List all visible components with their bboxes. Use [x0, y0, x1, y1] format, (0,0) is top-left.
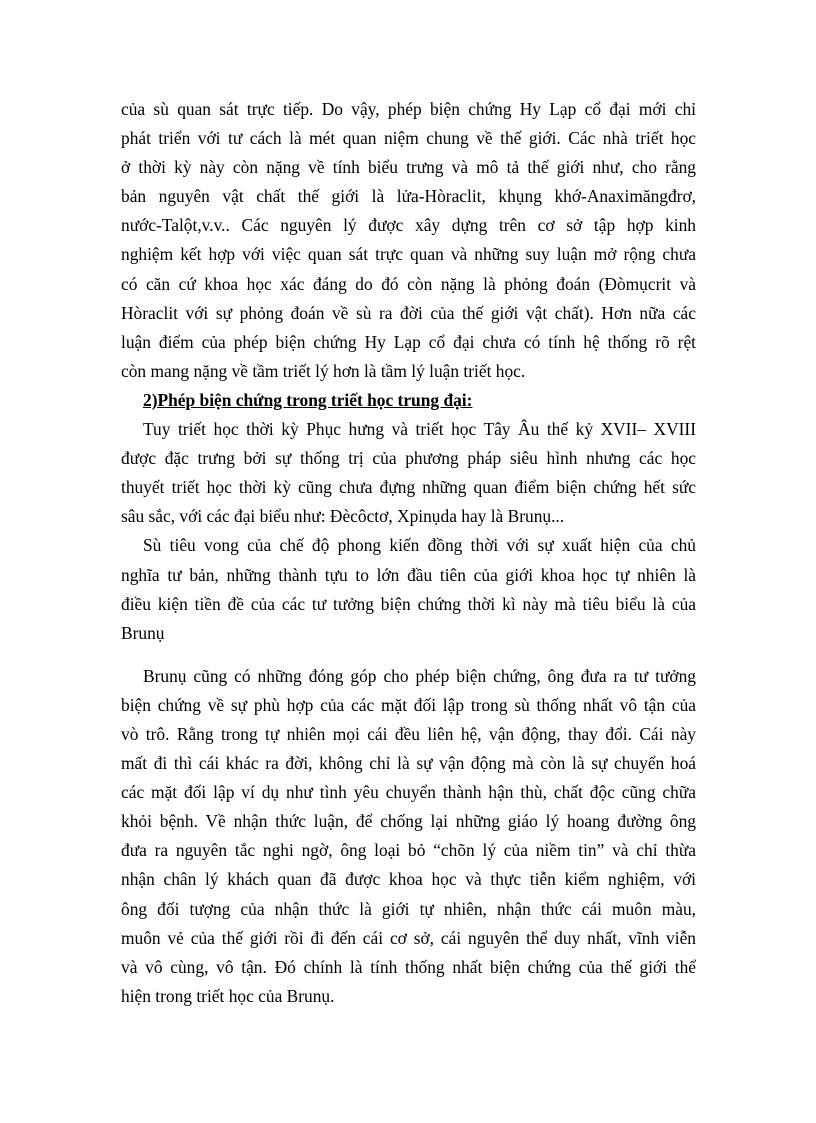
- text-line: nghiệm kết hợp với việc quan sát trực quan và những suy luận mở rộng chưa: [121, 244, 696, 265]
- paragraph-2: [121, 415, 696, 444]
- text-line: luận điểm của phép biện chứng Hy Lạp cổ đại chưa có tính hệ thống rõ rệt: [121, 331, 696, 352]
- text-line: muôn vẻ của thế giới rồi đi đến cái cơ sở, cái nguyên thể duy nhất, vĩnh viễn: [121, 927, 696, 948]
- text-line: ở thời kỳ này còn nặng về tính biểu trưng và mô tả thế giới như, cho rằng: [121, 157, 696, 178]
- text-line: nhận chân lý khách quan đã được khoa học và thực tiễn kiểm nghiệm, với: [121, 869, 696, 890]
- text-line: mất đi thì cái khác ra đời, không chỉ là sự vận động mà còn là sự chuyển hoá: [121, 753, 696, 774]
- text-line: hiện trong triết học của Brunụ.: [121, 985, 335, 1006]
- text-line: điều kiện tiền đề của các tư tưởng biện chứng thời kì này mà tiêu biểu là của: [121, 593, 696, 614]
- text-line: bản nguyên vật chất thế giới là lửa-Hòraclit, khụng khớ-Anaximăngđrơ,: [121, 186, 696, 207]
- text-line: đưa ra nguyên tắc nghi ngờ, ông loại bỏ “chõn lý của niềm tin” và chỉ thừa: [121, 840, 696, 861]
- text-line: các mặt đối lập ví dụ như tình yêu chuyển thành hận thù, chất độc cũng chữa: [121, 782, 696, 803]
- section-heading: 2)Phép biện chứng trong triết học trung đại:: [143, 389, 473, 410]
- text-line: được đặc trưng bởi sự thống trị của phương pháp siêu hình nhưng các học: [121, 448, 696, 469]
- paragraph-4-cont: [121, 691, 696, 1011]
- text-line: phát triển với tư cách là mét quan niệm chung về thế giới. Các nhà triết học: [121, 128, 696, 149]
- text-line: Brunụ: [121, 622, 165, 643]
- paragraph-4: [121, 662, 696, 691]
- text-line: có căn cứ khoa học xác đáng do đó còn nặng là phỏng đoán (Đòmụcrit và: [121, 273, 696, 294]
- text-line: thuyết triết học thời kỳ cũng chưa đựng những quan điểm biện chứng hết sức: [121, 477, 696, 498]
- text-line: Brunụ cũng có những đóng góp cho phép biện chứng, ông đưa ra tư tưởng: [143, 665, 696, 686]
- text-line: còn mang nặng về tầm triết lý hơn là tầm lý luận triết học.: [121, 360, 526, 381]
- paragraph-3: [121, 531, 696, 560]
- text-line: ông đối tượng của nhận thức là giới tự nhiên, nhận thức cái muôn màu,: [121, 898, 696, 919]
- text-line: và vô cùng, vô tận. Đó chính là tính thống nhất biện chứng của thế giới thể: [121, 956, 696, 977]
- text-line: nghĩa tư bản, những thành tựu to lớn đầu tiên của giới khoa học tự nhiên là: [121, 564, 696, 585]
- text-line: Sù tiêu vong của chế độ phong kiến đồng thời với sự xuất hiện của chủ: [143, 535, 696, 556]
- text-line: nước-Talột,v.v.. Các nguyên lý được xây dựng trên cơ sở tập hợp kinh: [121, 215, 696, 236]
- text-line: Hòraclit với sự phỏng đoán về sù ra đời của thế giới vật chất). Hơn nữa các: [121, 302, 696, 323]
- paragraph-2-cont: [121, 444, 696, 531]
- document-body: [121, 95, 696, 1011]
- text-line: sâu sắc, với các đại biểu như: Đècôctơ, Xpinụda hay là Brunụ...: [121, 506, 565, 527]
- paragraph-3-cont: [121, 561, 696, 648]
- paragraph-1: [121, 95, 696, 386]
- text-line: khỏi bệnh. Về nhận thức luận, để chống lại những giáo lý hoang đường ông: [121, 811, 696, 832]
- text-line: vò trô. Rằng trong tự nhiên mọi cái đều liên hệ, vận động, thay đổi. Cái này: [121, 723, 696, 744]
- text-line: của sù quan sát trực tiếp. Do vậy, phép biện chứng Hy Lạp cổ đại mới chỉ: [121, 99, 696, 119]
- text-line: biện chứng về sự phù hợp của các mặt đối lập trong sù thống nhất vô tận của: [121, 694, 696, 715]
- text-line: Tuy triết học thời kỳ Phục hưng và triết học Tây Âu thế kỷ XVII– XVIII: [143, 419, 696, 440]
